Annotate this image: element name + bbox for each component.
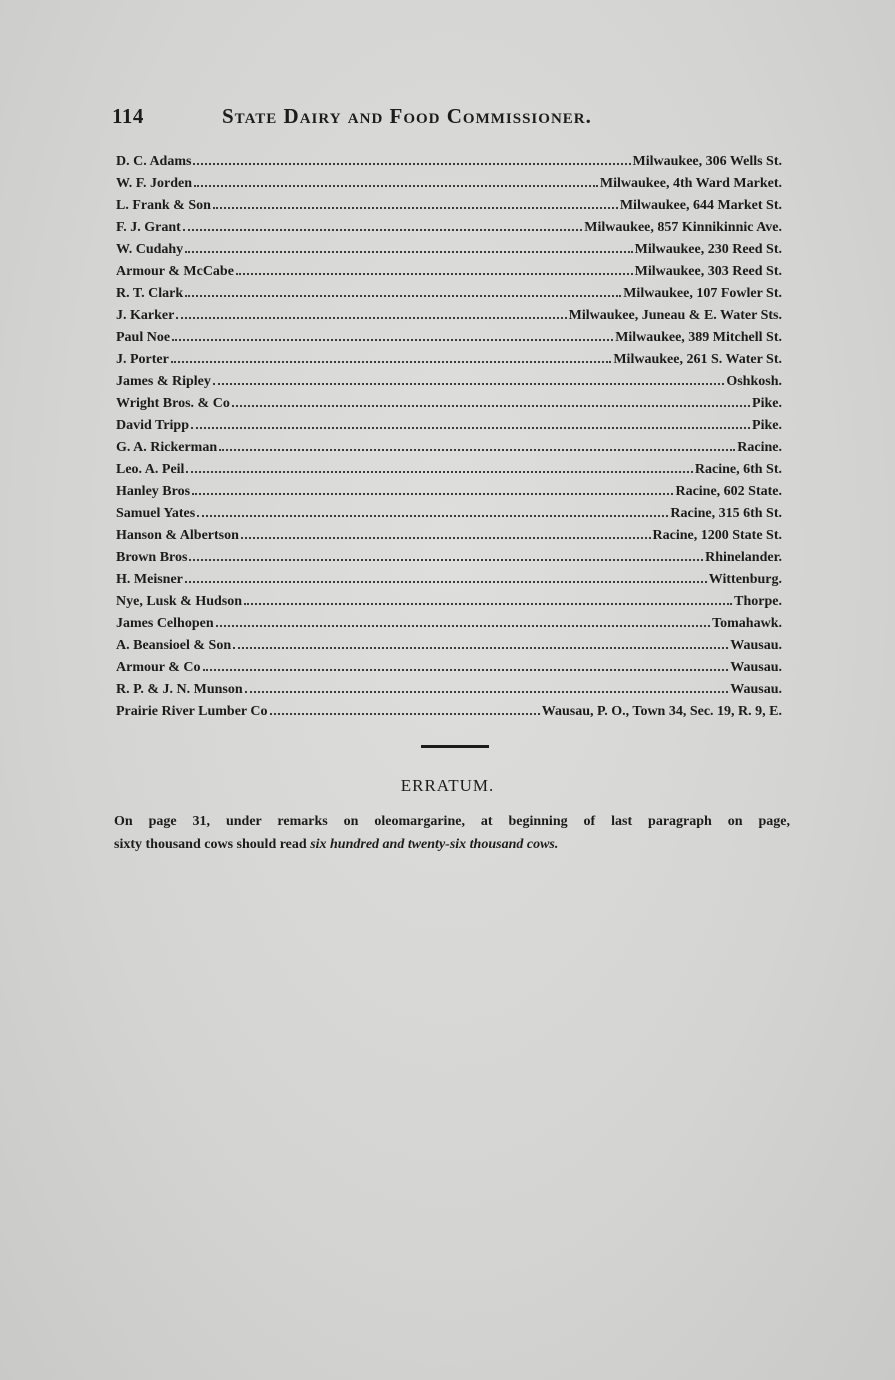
list-item: [116, 239, 782, 261]
dealer-name: R. P. & J. N. Munson: [116, 682, 243, 697]
dealer-name: D. C. Adams: [116, 154, 192, 169]
list-item: [116, 371, 782, 393]
dot-leader: [183, 228, 582, 231]
dealer-name: R. T. Clark: [116, 286, 184, 301]
dot-leader: [219, 448, 735, 451]
dot-leader: [172, 338, 613, 341]
page-number: 114: [112, 104, 144, 128]
list-item: [116, 415, 782, 437]
list-item: [116, 569, 782, 591]
list-item: [116, 151, 782, 173]
dealer-name: Wright Bros. & Co: [116, 396, 230, 411]
list-item: [116, 283, 782, 305]
running-head: State Dairy and Food Commissioner.: [222, 104, 592, 128]
list-item: [116, 349, 782, 371]
list-item: [116, 547, 782, 569]
dot-leader: [216, 624, 710, 627]
erratum-paragraph: [114, 810, 790, 856]
list-item: [116, 503, 782, 525]
list-item: [116, 635, 782, 657]
dealer-name: F. J. Grant: [116, 220, 181, 235]
dot-leader: [194, 184, 598, 187]
list-item: [116, 305, 782, 327]
dealer-name: W. F. Jorden: [116, 176, 192, 191]
dealer-location: Wausau, P. O., Town 34, Sec. 19, R. 9, E.: [541, 704, 782, 719]
dealer-name: Hanson & Albertson: [116, 528, 239, 543]
dealer-location: Racine, 1200 State St.: [652, 528, 782, 543]
dot-leader: [245, 690, 729, 693]
dealer-name: Prairie River Lumber Co: [116, 704, 268, 719]
list-item: [116, 437, 782, 459]
list-item: [116, 591, 782, 613]
dot-leader: [232, 404, 750, 407]
erratum-line-1: On page 31, under remarks on oleomargarine, at beginning of last paragraph on page,: [114, 814, 790, 829]
dot-leader: [233, 646, 728, 649]
dealer-location: Oshkosh.: [726, 374, 782, 389]
dealer-name: Nye, Lusk & Hudson: [116, 594, 243, 609]
dealer-name: James Celhopen: [116, 616, 214, 631]
dealer-location: Milwaukee, 303 Reed St.: [634, 264, 782, 279]
dealer-name: A. Beansioel & Son: [116, 638, 232, 653]
dealer-name: Leo. A. Peil: [116, 462, 185, 477]
dealer-name: Samuel Yates: [116, 506, 196, 521]
dealer-location: Milwaukee, 107 Fowler St.: [623, 286, 782, 301]
dealer-location: Milwaukee, 4th Ward Market.: [599, 176, 782, 191]
list-item: [116, 657, 782, 679]
dealer-name: Armour & McCabe: [116, 264, 234, 279]
dealer-location: Wausau.: [730, 682, 782, 697]
erratum-line-2-italic: six hundred and twenty-six thousand cows.: [310, 837, 559, 852]
dot-leader: [185, 294, 621, 297]
dealer-location: Thorpe.: [734, 594, 782, 609]
dealer-name: Armour & Co: [116, 660, 201, 675]
dot-leader: [171, 360, 611, 363]
dot-leader: [213, 382, 724, 385]
dealer-name: James & Ripley: [116, 374, 211, 389]
dealer-name: L. Frank & Son: [116, 198, 211, 213]
list-item: [116, 481, 782, 503]
dot-leader: [185, 250, 632, 253]
dealer-location: Milwaukee, 857 Kinnikinnic Ave.: [584, 220, 782, 235]
dot-leader: [176, 316, 566, 319]
dealer-location: Milwaukee, 644 Market St.: [619, 198, 782, 213]
dealer-location: Pike.: [752, 396, 782, 411]
dot-leader: [213, 206, 618, 209]
list-item: [116, 701, 782, 723]
list-item: [116, 261, 782, 283]
dealer-location: Racine.: [737, 440, 782, 455]
dealer-name: H. Meisner: [116, 572, 183, 587]
dealer-name: Paul Noe: [116, 330, 171, 345]
page-header: [112, 104, 782, 134]
dealer-location: Wausau.: [730, 638, 782, 653]
dot-leader: [244, 602, 732, 605]
dealer-location: Tomahawk.: [712, 616, 782, 631]
dot-leader: [241, 536, 651, 539]
dealer-list: [116, 151, 782, 723]
dealer-location: Milwaukee, Juneau & E. Water Sts.: [568, 308, 782, 323]
list-item: [116, 393, 782, 415]
section-divider: [421, 745, 489, 748]
list-item: [116, 525, 782, 547]
dot-leader: [197, 514, 668, 517]
dealer-name: G. A. Rickerman: [116, 440, 218, 455]
dealer-location: Milwaukee, 306 Wells St.: [632, 154, 782, 169]
dealer-location: Racine, 315 6th St.: [670, 506, 782, 521]
list-item: [116, 679, 782, 701]
list-item: [116, 173, 782, 195]
list-item: [116, 195, 782, 217]
dealer-location: Milwaukee, 389 Mitchell St.: [615, 330, 782, 345]
erratum-line-2-plain: sixty thousand cows should read: [114, 837, 311, 852]
dealer-name: David Tripp: [116, 418, 190, 433]
dealer-name: J. Porter: [116, 352, 169, 367]
dealer-name: J. Karker: [116, 308, 175, 323]
dealer-location: Milwaukee, 230 Reed St.: [634, 242, 782, 257]
dealer-location: Milwaukee, 261 S. Water St.: [613, 352, 782, 367]
dealer-location: Wausau.: [730, 660, 782, 675]
dealer-location: Pike.: [752, 418, 782, 433]
dealer-name: W. Cudahy: [116, 242, 184, 257]
list-item: [116, 613, 782, 635]
dot-leader: [191, 426, 750, 429]
dealer-location: Racine, 602 State.: [675, 484, 782, 499]
dealer-location: Racine, 6th St.: [694, 462, 782, 477]
erratum-heading: ERRATUM.: [400, 776, 495, 795]
list-item: [116, 327, 782, 349]
erratum-line-2: [114, 833, 790, 856]
dot-leader: [192, 492, 673, 495]
list-item: [116, 217, 782, 239]
dealer-name: Hanley Bros: [116, 484, 191, 499]
dot-leader: [193, 162, 630, 165]
dot-leader: [186, 470, 692, 473]
dealer-location: Rhinelander.: [705, 550, 782, 565]
dealer-name: Brown Bros: [116, 550, 188, 565]
dealer-location: Wittenburg.: [708, 572, 782, 587]
list-item: [116, 459, 782, 481]
dot-leader: [203, 668, 729, 671]
dot-leader: [185, 580, 707, 583]
dot-leader: [189, 558, 703, 561]
dot-leader: [236, 272, 633, 275]
dot-leader: [270, 712, 540, 715]
